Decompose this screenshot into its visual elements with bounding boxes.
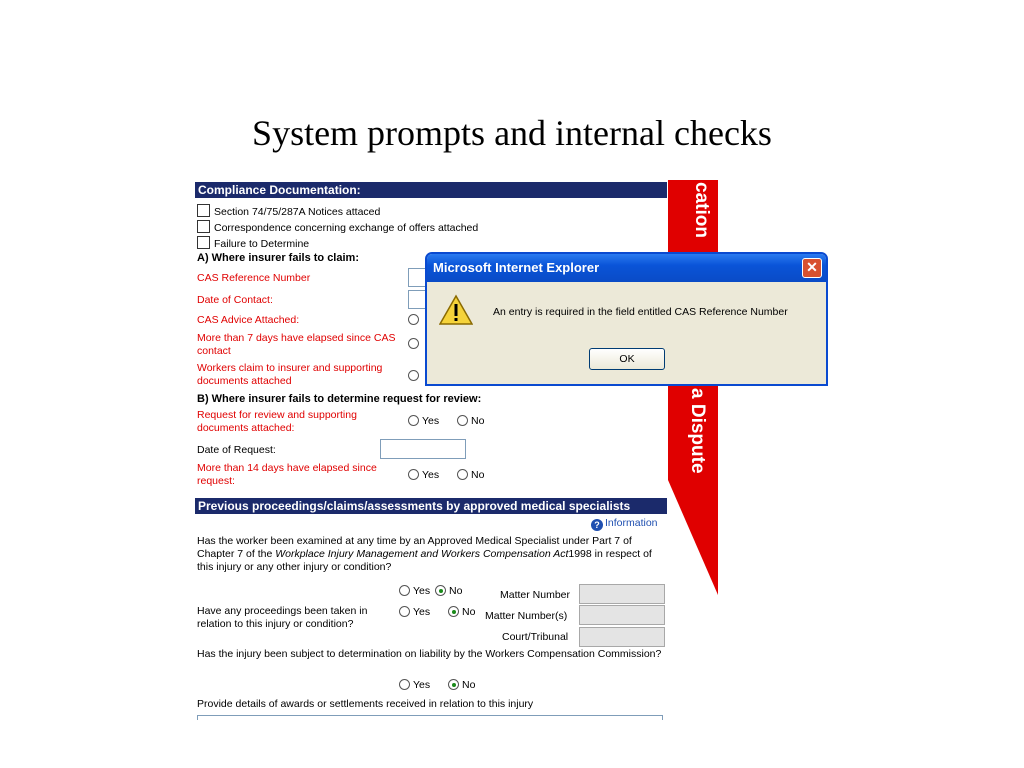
information-link[interactable]: ? Information <box>591 517 658 531</box>
workers-claim-label: Workers claim to insurer and supporting documents attached <box>197 362 383 387</box>
dialog-title: Microsoft Internet Explorer <box>433 260 600 275</box>
fourteen-days-no[interactable]: No <box>457 469 484 481</box>
radio-selected[interactable] <box>435 585 446 596</box>
matter-number-input[interactable] <box>579 584 665 604</box>
dialog-message: An entry is required in the field entitled CAS Reference Number <box>493 306 788 318</box>
banner-text-bottom: a Dispute <box>687 388 708 474</box>
fourteen-days-yes[interactable]: Yes <box>408 469 439 481</box>
cas-ref-label: CAS Reference Number <box>197 272 311 284</box>
section-b-heading: B) Where insurer fails to determine request for review: <box>197 393 482 405</box>
radio[interactable] <box>408 415 419 426</box>
radio[interactable] <box>399 606 410 617</box>
seven-days-label: More than 7 days have elapsed since CAS contact <box>197 332 396 357</box>
radio[interactable] <box>399 585 410 596</box>
ok-button[interactable]: OK <box>589 348 665 370</box>
seven-days-yes[interactable] <box>408 338 422 350</box>
dialog-titlebar[interactable] <box>427 254 826 282</box>
compliance-item-correspondence[interactable]: Correspondence concerning exchange of offers attached <box>197 220 478 234</box>
date-request-input[interactable] <box>380 439 466 459</box>
awards-textarea[interactable] <box>197 715 663 720</box>
liability-yes[interactable]: Yes <box>399 679 430 691</box>
request-review-no[interactable]: No <box>457 415 484 427</box>
radio[interactable] <box>408 469 419 480</box>
compliance-header: Compliance Documentation: <box>195 182 667 198</box>
compliance-item-failure[interactable]: Failure to Determine <box>197 236 309 250</box>
matter-numbers-label: Matter Number(s) <box>485 610 568 622</box>
question-proceedings: Have any proceedings been taken in relation to this injury or condition? <box>197 605 368 630</box>
close-icon[interactable]: ✕ <box>802 258 822 278</box>
request-review-label: Request for review and supporting documents attached: <box>197 409 357 434</box>
ams-examined-yes[interactable]: Yes <box>399 585 430 597</box>
radio[interactable] <box>457 415 468 426</box>
radio[interactable] <box>399 679 410 690</box>
request-review-yes[interactable]: Yes <box>408 415 439 427</box>
alert-dialog <box>425 252 828 386</box>
red-banner <box>668 180 718 595</box>
court-tribunal-input[interactable] <box>579 627 665 647</box>
cas-advice-label: CAS Advice Attached: <box>197 314 300 326</box>
fourteen-days-label: More than 14 days have elapsed since request: <box>197 462 377 487</box>
radio[interactable] <box>457 469 468 480</box>
checkbox[interactable] <box>197 220 210 233</box>
date-request-label: Date of Request: <box>197 444 276 456</box>
previous-proceedings-header: Previous proceedings/claims/assessments by approved medical specialists <box>195 498 667 514</box>
radio-selected[interactable] <box>448 606 459 617</box>
cas-advice-yes[interactable] <box>408 314 422 326</box>
banner-text-top: cation <box>691 182 712 238</box>
date-contact-label: Date of Contact: <box>197 294 273 306</box>
radio-selected[interactable] <box>448 679 459 690</box>
liability-no[interactable]: No <box>448 679 475 691</box>
workers-claim-yes[interactable] <box>408 370 422 382</box>
court-tribunal-label: Court/Tribunal <box>502 631 569 643</box>
radio[interactable] <box>408 338 419 349</box>
section-a-heading: A) Where insurer fails to claim: <box>197 252 359 264</box>
slide-title: System prompts and internal checks <box>252 113 772 153</box>
question-awards: Provide details of awards or settlements received in relation to this injury <box>197 698 534 710</box>
warning-icon <box>439 294 473 326</box>
compliance-item-notices[interactable]: Section 74/75/287A Notices attaced <box>197 204 380 218</box>
proceedings-yes[interactable]: Yes <box>399 606 430 618</box>
matter-number-label: Matter Number <box>500 589 571 601</box>
radio[interactable] <box>408 370 419 381</box>
checkbox[interactable] <box>197 204 210 217</box>
question-liability: Has the injury been subject to determination on liability by the Workers Compensation Commission? <box>197 648 662 660</box>
matter-numbers-input[interactable] <box>579 605 665 625</box>
radio[interactable] <box>408 314 419 325</box>
question-ams-examined: Has the worker been examined at any time by an Approved Medical Specialist under Part 7 of Chapter 7 of the Workplace Injury Management and Workers Compensation Act1998 in respect of this injury or any other injury or condition? <box>197 535 652 573</box>
ams-examined-no[interactable]: No <box>435 585 462 597</box>
help-icon: ? <box>591 519 603 531</box>
proceedings-no[interactable]: No <box>448 606 475 618</box>
checkbox[interactable] <box>197 236 210 249</box>
